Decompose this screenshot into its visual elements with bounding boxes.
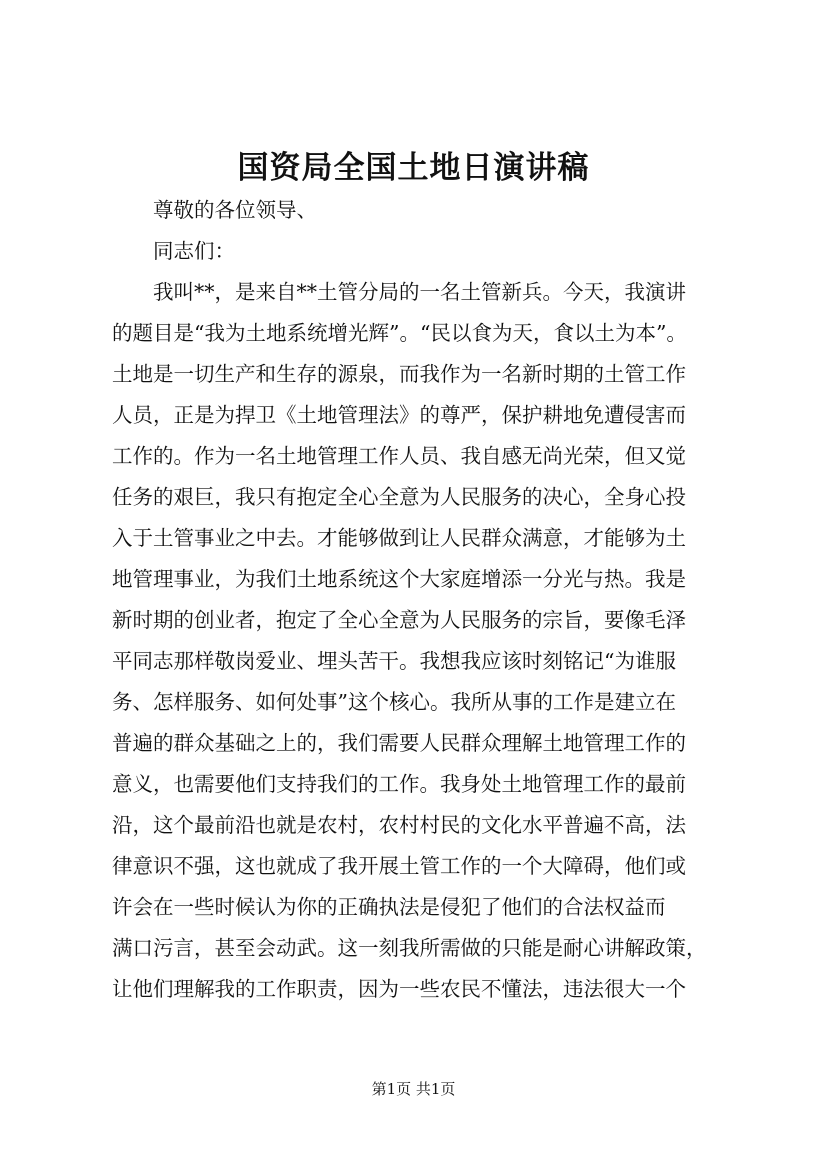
body-line: 工作的。作为一名土地管理工作人员、我自感无尚光荣，但又觉 [112, 444, 686, 468]
body-line: 的题目是“我为土地系统增光辉”。“民以食为天，食以土为本”。 [112, 321, 687, 345]
document-body [112, 190, 792, 1010]
body-line: 意义，也需要他们支持我们的工作。我身处土地管理工作的最前 [112, 772, 686, 796]
body-line: 新时期的创业者，抱定了全心全意为人民服务的宗旨，要像毛泽 [112, 608, 686, 632]
body-line: 人员，正是为捍卫《土地管理法》的尊严，保护耕地免遭侵害而 [112, 403, 686, 427]
body-line: 土地是一切生产和生存的源泉，而我作为一名新时期的土管工作 [112, 362, 686, 386]
body-line: 任务的艰巨，我只有抱定全心全意为人民服务的决心，全身心投 [112, 485, 686, 509]
body-line: 地管理事业，为我们土地系统这个大家庭增添一分光与热。我是 [112, 567, 686, 591]
body-line: 许会在一些时候认为你的正确执法是侵犯了他们的合法权益而 [112, 895, 666, 919]
document-title: 国资局全国土地日演讲稿 [237, 150, 590, 186]
body-line: 律意识不强，这也就成了我开展土管工作的一个大障碍，他们或 [112, 854, 686, 878]
body-line: 同志们： [153, 239, 235, 263]
page-number-footer: 第1页 共1页 [371, 1080, 456, 1098]
body-line: 入于土管事业之中去。才能够做到让人民群众满意，才能够为土 [112, 526, 686, 550]
body-line: 尊敬的各位领导、 [153, 198, 317, 222]
body-line: 满口污言，甚至会动武。这一刻我所需做的只能是耐心讲解政策， [112, 936, 707, 960]
body-line: 让他们理解我的工作职责，因为一些农民不懂法，违法很大一个 [112, 977, 686, 1001]
body-line: 普遍的群众基础之上的，我们需要人民群众理解土地管理工作的 [112, 731, 686, 755]
body-line: 沿，这个最前沿也就是农村，农村村民的文化水平普遍不高，法 [112, 813, 686, 837]
body-line: 务、怎样服务、如何处事”这个核心。我所从事的工作是建立在 [112, 690, 676, 714]
body-line: 我叫**，是来自**土管分局的一名土管新兵。今天，我演讲 [153, 280, 686, 304]
body-line: 平同志那样敬岗爱业、埋头苦干。我想我应该时刻铭记“为谁服 [112, 649, 676, 673]
